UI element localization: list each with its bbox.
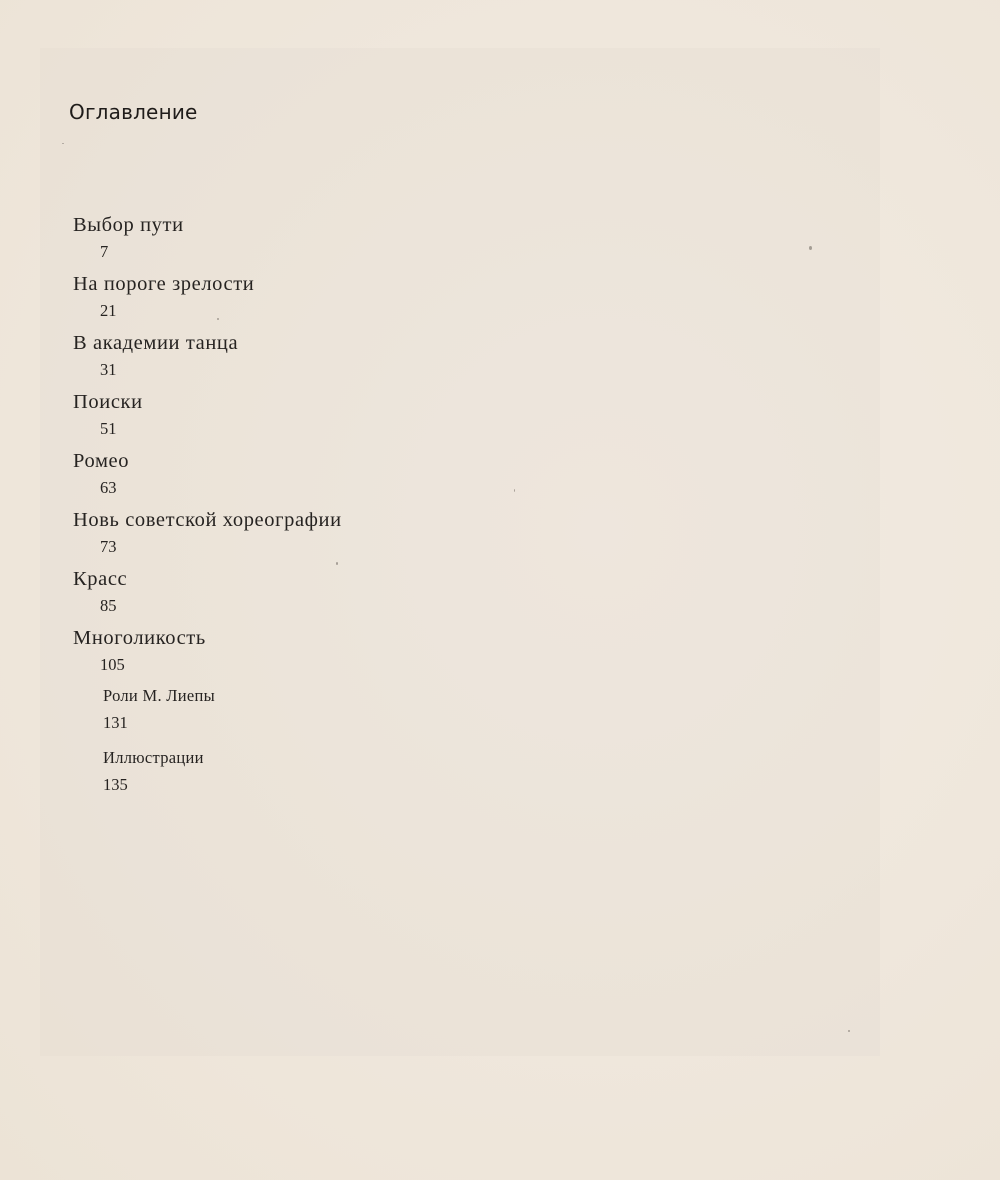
- toc-entry-page: 105: [100, 655, 125, 674]
- table-of-contents: [73, 210, 493, 806]
- toc-entry-title: В академии танца: [73, 332, 239, 354]
- toc-entry-page: 73: [100, 537, 117, 556]
- toc-entry-title: Поиски: [73, 391, 143, 413]
- toc-appendix-page: 135: [103, 775, 128, 794]
- page-title: Оглавление: [69, 100, 198, 124]
- toc-entry-6: [73, 564, 493, 618]
- paper-speck: [514, 489, 515, 492]
- toc-entry-3: [73, 387, 493, 441]
- toc-entry-page: 21: [100, 301, 117, 320]
- toc-entry-0: [73, 210, 493, 264]
- toc-entry-5: [73, 505, 493, 559]
- toc-entry-title: Красс: [73, 568, 128, 590]
- paper-speck: [809, 246, 812, 250]
- paper-speck: [62, 143, 64, 144]
- toc-entry-page: 7: [100, 242, 109, 261]
- paper-speck: [848, 1030, 850, 1032]
- toc-entry-title: Новь советской хореографии: [73, 509, 342, 531]
- toc-entry-page: 85: [100, 596, 117, 615]
- toc-entry-4: [73, 446, 493, 500]
- toc-appendix-0: [73, 682, 493, 736]
- toc-entry-title: На пороге зрелости: [73, 273, 255, 295]
- toc-entry-2: [73, 328, 493, 382]
- toc-appendix-page: 131: [103, 713, 128, 732]
- toc-entry-page: 31: [100, 360, 117, 379]
- toc-entry-title: Выбор пути: [73, 214, 184, 236]
- toc-appendix-title: Иллюстрации: [103, 748, 204, 767]
- toc-entry-page: 51: [100, 419, 117, 438]
- toc-appendix-title: Роли М. Лиепы: [103, 686, 216, 705]
- toc-entry-title: Многоликость: [73, 627, 206, 649]
- toc-entry-7: [73, 623, 493, 677]
- toc-appendix-1: [73, 744, 493, 798]
- paper-speck: [217, 318, 219, 320]
- paper-speck: [336, 562, 338, 565]
- toc-entry-page: 63: [100, 478, 117, 497]
- toc-entry-1: [73, 269, 493, 323]
- toc-entry-title: Ромео: [73, 450, 130, 472]
